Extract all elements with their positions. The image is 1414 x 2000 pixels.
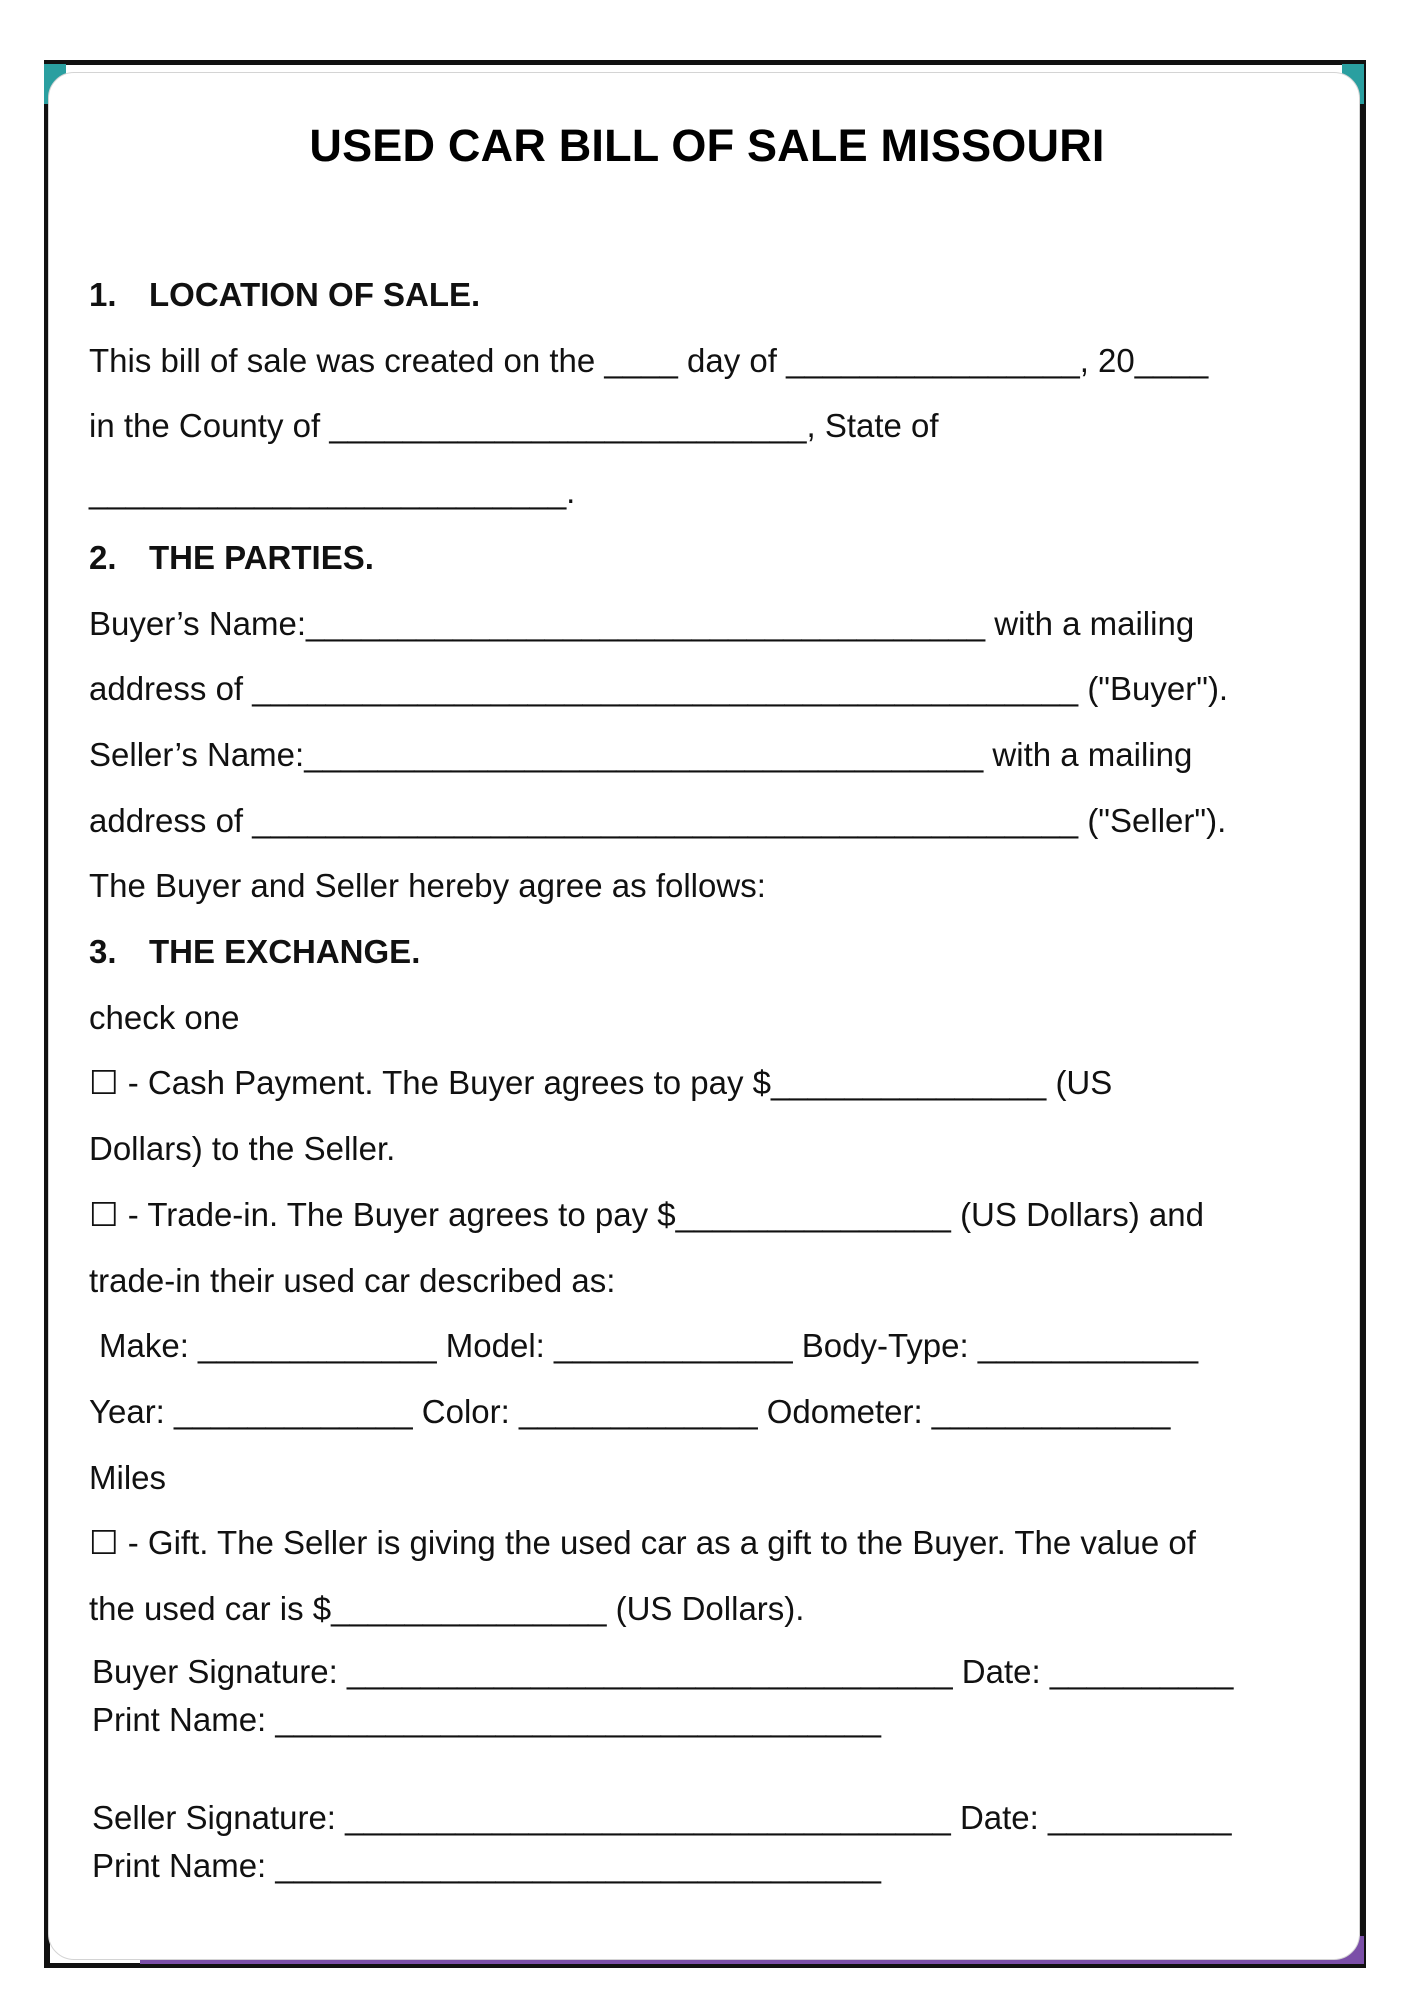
- section-title: THE PARTIES.: [149, 538, 374, 576]
- section-number: 3.: [89, 933, 117, 971]
- cash-payment-continued: Dollars) to the Seller.: [89, 1130, 396, 1168]
- section-title: LOCATION OF SALE.: [149, 276, 481, 313]
- section-heading-parties: [89, 525, 1339, 591]
- year-color-odometer-line[interactable]: Year: _____________ Color: _____________ Odometer: _____________: [89, 1392, 1171, 1430]
- section-title: THE EXCHANGE.: [149, 933, 421, 971]
- gift-option[interactable]: ☐ - Gift. The Seller is giving the used car as a gift to the Buyer. The value of: [89, 1524, 1196, 1562]
- check-one-instruction: check one: [89, 998, 240, 1036]
- section-heading-exchange: [89, 919, 1339, 985]
- trade-in-option[interactable]: ☐ - Trade-in. The Buyer agrees to pay $_______________ (US Dollars) and: [89, 1195, 1204, 1233]
- section-number: 2.: [89, 538, 117, 576]
- cash-payment-option[interactable]: ☐ - Cash Payment. The Buyer agrees to pay $_______________ (US: [89, 1064, 1113, 1102]
- document-title: USED CAR BILL OF SALE MISSOURI: [309, 120, 1105, 171]
- seller-print-name-line[interactable]: Print Name: _________________________________: [92, 1847, 882, 1884]
- state-blank-line[interactable]: __________________________.: [89, 473, 576, 511]
- seller-name-line[interactable]: Seller’s Name:_____________________________________ with a mailing: [89, 735, 1193, 773]
- miles-label: Miles: [89, 1458, 167, 1496]
- trade-in-continued: trade-in their used car described as:: [89, 1261, 616, 1299]
- form-body: [89, 262, 1339, 1642]
- gift-value-line[interactable]: the used car is $_______________ (US Dollars).: [89, 1590, 805, 1628]
- seller-signature-line[interactable]: Seller Signature: _________________________________ Date: __________: [92, 1799, 1232, 1836]
- seller-address-line[interactable]: address of _____________________________________________ ("Seller").: [89, 801, 1227, 839]
- make-model-bodytype-line[interactable]: Make: _____________ Model: _____________ Body-Type: ____________: [99, 1327, 1199, 1365]
- signature-spacer: [92, 1744, 1332, 1794]
- signature-block: [92, 1648, 1332, 1890]
- buyer-print-name-line[interactable]: Print Name: _________________________________: [92, 1701, 882, 1738]
- section-heading-location: [89, 262, 1339, 328]
- agreement-statement: The Buyer and Seller hereby agree as follows:: [89, 867, 766, 905]
- buyer-address-line[interactable]: address of _____________________________________________ ("Buyer").: [89, 670, 1229, 708]
- sale-date-line[interactable]: This bill of sale was created on the ____ day of ________________, 20____: [89, 341, 1209, 379]
- buyer-name-line[interactable]: Buyer’s Name:_____________________________________ with a mailing: [89, 604, 1195, 642]
- buyer-signature-line[interactable]: Buyer Signature: _________________________________ Date: __________: [92, 1653, 1234, 1690]
- county-state-line[interactable]: in the County of __________________________, State of: [89, 407, 939, 445]
- section-number: 1.: [89, 276, 117, 313]
